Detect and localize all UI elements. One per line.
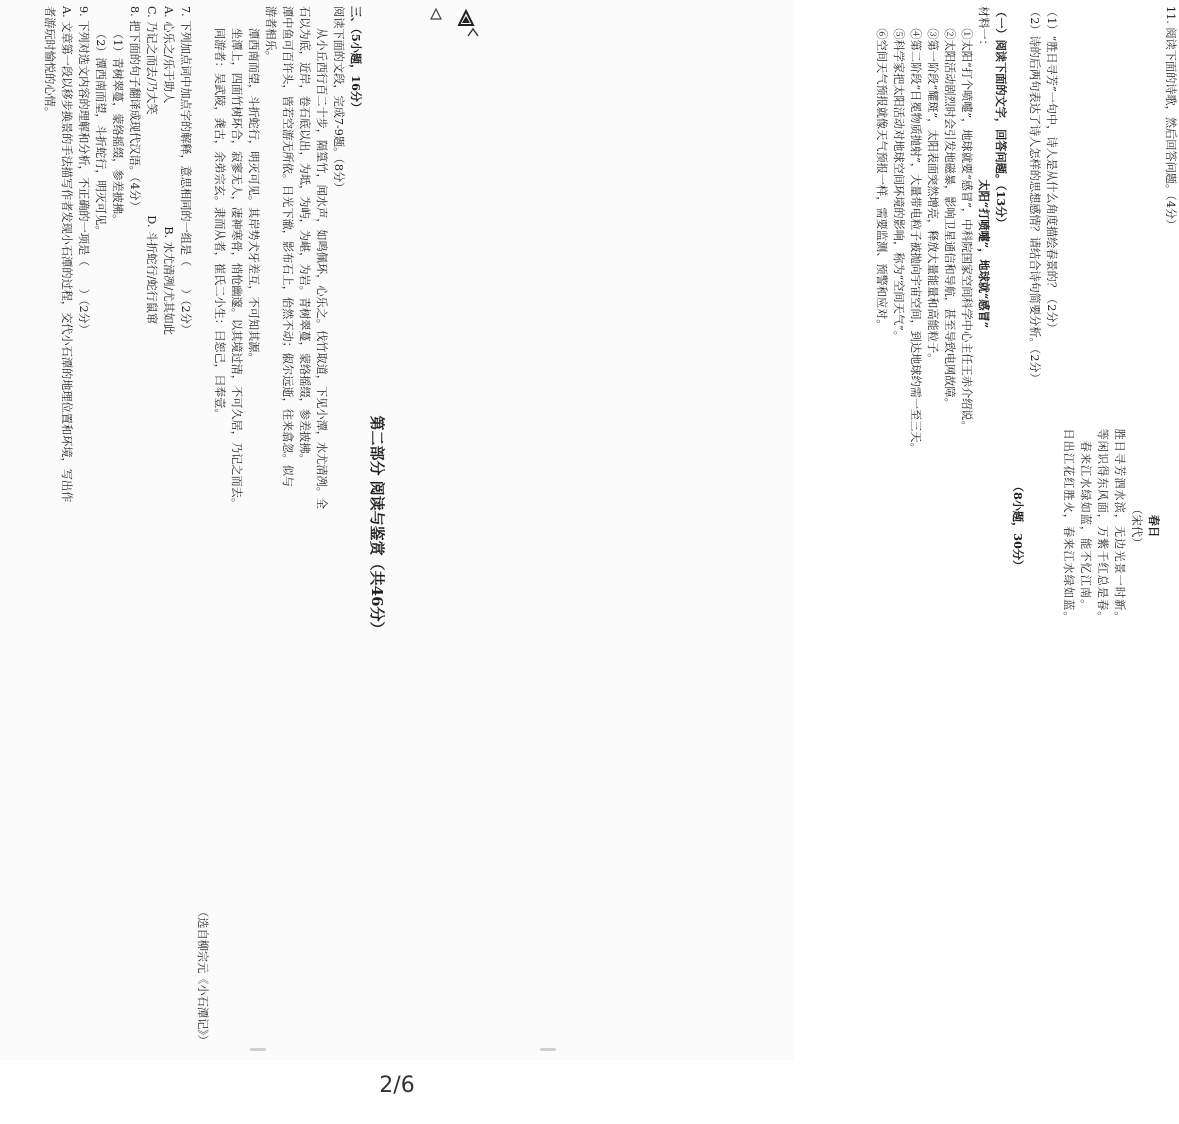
left-sheet-rotated-content — [15, 6, 385, 1046]
material1-line: ⑤科学家把太阳活动对地球空间环境的影响，称为“空间天气”。 — [892, 6, 905, 342]
scan-artifact — [250, 1048, 266, 1051]
option-a: A. 心乐之/乐于助人 — [162, 6, 175, 104]
question-9-option-a-cont: 者游玩时愉悦的心情。 — [43, 6, 56, 118]
question-7-options-cd — [143, 6, 160, 1046]
question-11-2: （2）诗的后两句表达了诗人怎样的思想感情？请结合诗句简要分析。（2分） — [1028, 6, 1041, 384]
small-triangle-icon — [430, 8, 442, 20]
option-d: D. 斗折蛇行/蛇行鼠窜 — [145, 215, 158, 325]
passage-line: 石以为底，近岸，卷石底以出，为坻，为屿，为嵁，为岩。青树翠蔓，蒙络摇缀，参差披拂。 — [298, 6, 311, 465]
poem-line: 胜日寻芳泗水滨，无边光景一时新。 — [1113, 428, 1126, 624]
material1-line: ①太阳“打个喷嚏”，地球就要“感冒”，中科院国家空间科学中心主任王赤介绍说。 — [960, 6, 973, 432]
part4-heading: （一）阅读下面的文字，回答问题。（13分） — [994, 6, 1008, 229]
page-indicator: 2/6 — [379, 1073, 415, 1098]
left-sheet-column — [15, 6, 385, 1046]
section-title: 第二部分 阅读与鉴赏（共46分） — [368, 415, 386, 637]
question-11-1: （1）“胜日寻芳”一句中，诗人是从什么角度描绘春景的？（2分） — [1045, 6, 1058, 334]
poem-line: 等闲识得东风面，万紫千红总是春。 — [1096, 428, 1109, 624]
passage-line: 坐潭上，四面竹树环合，寂寥无人，凄神寒骨，悄怆幽邃。以其境过清，不可久居，乃记之而去。 — [230, 28, 243, 510]
passage-intro: 阅读下面的文段，完成7-9题。（8分） — [332, 6, 345, 194]
passage-line: 潭中鱼可百许头，皆若空游无所依。日光下澈，影布石上，佁然不动；俶尔远逝，往来翕忽。似与 — [281, 6, 294, 488]
question-8: 8. 把下面的句子翻译成现代汉语。（4分） — [128, 6, 141, 212]
passage-line: 同游者：吴武陵，龚古，余弟宗玄。隶而从者，崔氏二小生：曰恕己，曰奉壹。 — [213, 28, 226, 420]
part3-heading: 三、（5小题，16分） — [349, 6, 363, 114]
poem-line: 日出江花红胜火，春来江水绿如蓝。 — [1062, 428, 1075, 624]
part4-sub: （8小题，30分） — [1011, 480, 1025, 572]
triangle-icon — [458, 10, 474, 26]
left-sheet — [0, 0, 397, 1060]
poem-line: 春来江水绿如蓝，能不忆江南。 — [1079, 440, 1092, 612]
material1-line: ③第一阶段“耀斑”，太阳表面突然增亮，释放大量能量和高能粒子。 — [926, 6, 939, 365]
material1-title: 太阳“打喷嚏”，地球就“感冒” — [977, 179, 991, 329]
passage-line: 从小丘西行百二十步，隔篁竹，闻水声，如鸣佩环，心乐之。伐竹取道，下见小潭，水尤清冽。全 — [315, 28, 328, 510]
question-9: 9. 下列对选文内容的理解和分析，不正确的一项是（ ）（2分） — [77, 6, 90, 335]
material1-line: ④第二阶段“日冕物质抛射”，大量带电粒子被抛向宇宙空间，到达地球约需一至三天。 — [909, 6, 922, 454]
material1-line: ⑥空间天气预报就像天气预报一样，需要监测、预警和应对。 — [875, 6, 888, 331]
scan-artifact — [540, 1048, 556, 1051]
question-7-options-ab — [160, 6, 177, 1046]
material1-label-text: 材料一： — [977, 6, 990, 46]
right-sheet-rotated-content — [809, 6, 1179, 1046]
poem-author: （宋代） — [1130, 503, 1143, 549]
right-sheet — [397, 0, 1177, 1060]
material1-label — [975, 6, 992, 1046]
option-c: C. 乃记之而去/乃大笑 — [145, 6, 158, 115]
option-b: B. 水尤清冽/尤其如此 — [162, 226, 175, 335]
passage-source: （选自柳宗元《小石潭记》） — [196, 906, 209, 1046]
passage-line: 游者相乐。 — [264, 6, 277, 62]
question-8-1: （1）青树翠蔓，蒙络摇缀，参差披拂。 — [111, 28, 124, 226]
right-sheet-column — [809, 6, 1179, 1046]
caret-mark-icon — [466, 26, 480, 40]
passage-line: 潭西南而望，斗折蛇行，明灭可见。其岸势犬牙差互，不可知其源。 — [247, 28, 260, 364]
question-7: 7. 下列加点词中加点字的解释，意思相同的一组是（ ）（2分） — [179, 6, 192, 335]
poem-title: 春日 — [1147, 514, 1161, 538]
question-11: 11. 阅读下面的诗歌，然后回答问题。（4分） — [1164, 6, 1177, 231]
question-9-option-a: A. 文章第一段以移步换景的手法描写作者发现小石潭的过程，交代小石潭的地理位置和环境，写出作 — [60, 6, 73, 503]
question-8-2: （2）潭西南而望，斗折蛇行，明灭可见。 — [94, 28, 107, 237]
material1-line: ②太阳活动剧烈时会引发地磁暴，影响卫星通信和导航，甚至导致电网故障。 — [943, 6, 956, 409]
